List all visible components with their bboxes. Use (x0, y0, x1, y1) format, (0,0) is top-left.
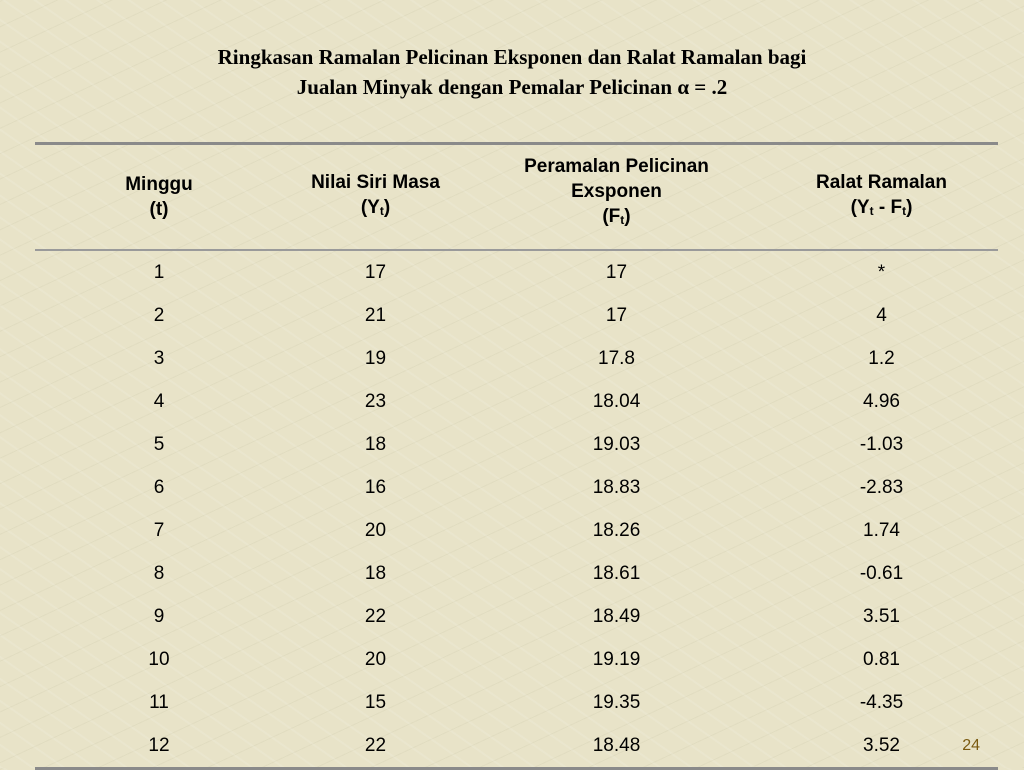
peramalan-cell: 18.48 (468, 724, 765, 769)
nilai-cell: 18 (364, 433, 387, 455)
title-line-1: Ringkasan Ramalan Pelicinan Eksponen dan Ralat Ramalan bagi (217, 45, 807, 69)
table-row (35, 681, 998, 724)
title-line-2: Jualan Minyak dengan Pemalar Pelicinan α = .2 (296, 75, 728, 99)
table-row (35, 595, 998, 638)
page-number: 24 (962, 737, 980, 754)
peramalan-cell: 18.49 (592, 605, 641, 627)
nilai-cell: 21 (364, 304, 387, 326)
header-peramalan (468, 144, 765, 251)
minggu-cell: 5 (153, 433, 165, 455)
nilai-cell: 20 (364, 519, 387, 541)
peramalan-cell: 18.83 (592, 476, 641, 498)
peramalan-cell: 17.8 (598, 347, 635, 369)
ralat-cell: * (877, 261, 886, 283)
peramalan-cell: 18.04 (592, 390, 641, 412)
peramalan-cell: 17 (605, 261, 628, 283)
table-body (35, 250, 998, 769)
ralat-cell: 1.2 (868, 347, 895, 369)
table-header (35, 144, 998, 251)
header-nilai-line2: $(Y_t)$ (360, 197, 391, 218)
minggu-cell: 1 (153, 261, 165, 283)
forecast-table (35, 142, 998, 770)
header-row (35, 144, 998, 251)
header-nilai-line1: Nilai Siri Masa (311, 172, 440, 193)
minggu-cell: 4 (153, 390, 165, 412)
ralat-cell: -1.03 (859, 433, 904, 455)
header-peramalan-line2: Exsponen (571, 180, 662, 202)
ralat-cell: 3.51 (863, 605, 900, 627)
minggu-cell: 3 (153, 347, 165, 369)
table-row (35, 380, 998, 423)
ralat-cell: -0.61 (859, 562, 904, 584)
nilai-cell: 22 (364, 605, 387, 627)
table-row (35, 509, 998, 552)
peramalan-cell: 19.03 (592, 433, 641, 455)
table-row (35, 423, 998, 466)
nilai-cell: 22 (283, 724, 468, 769)
nilai-cell: 15 (364, 691, 387, 713)
peramalan-cell: 18.61 (592, 562, 641, 584)
peramalan-cell: 17 (605, 304, 628, 326)
table-row (35, 724, 998, 769)
minggu-cell: 11 (149, 691, 169, 713)
peramalan-cell: 18.26 (592, 519, 641, 541)
minggu-cell: 6 (153, 476, 165, 498)
table-row (35, 250, 998, 294)
minggu-cell: 2 (153, 304, 165, 326)
table-row (35, 294, 998, 337)
slide-title (0, 42, 1024, 102)
minggu-cell: 8 (153, 562, 165, 584)
ralat-cell: -4.35 (859, 691, 904, 713)
table-row (35, 638, 998, 681)
ralat-cell: 0.81 (863, 648, 900, 670)
table-row (35, 552, 998, 595)
header-nilai-siri-masa (283, 144, 468, 251)
peramalan-cell: 19.35 (592, 691, 641, 713)
header-ralat-line2: $(Y_t - F_t)$ (850, 197, 913, 218)
nilai-cell: 20 (364, 648, 387, 670)
header-ralat-line1: Ralat Ramalan (816, 172, 947, 193)
header-peramalan-line1: Peramalan Pelicinan (524, 155, 709, 177)
minggu-cell: 7 (153, 519, 165, 541)
ralat-cell: -2.83 (859, 476, 904, 498)
ralat-cell: 1.74 (863, 519, 900, 541)
header-peramalan-line3: $(F_t)$ (602, 205, 631, 227)
peramalan-cell: 19.19 (592, 648, 641, 670)
table-row (35, 466, 998, 509)
ralat-cell: 3.52 (765, 724, 998, 769)
nilai-cell: 17 (364, 261, 387, 283)
nilai-cell: 18 (364, 562, 387, 584)
minggu-cell: 9 (153, 605, 165, 627)
table-row (35, 337, 998, 380)
nilai-cell: 16 (364, 476, 387, 498)
minggu-cell: 12 (35, 724, 283, 769)
nilai-cell: 19 (364, 347, 387, 369)
header-minggu (35, 144, 283, 251)
header-minggu-line1: Minggu (125, 174, 193, 195)
header-ralat-ramalan (765, 144, 998, 251)
nilai-cell: 23 (364, 390, 387, 412)
minggu-cell: 10 (148, 648, 170, 670)
ralat-cell: 4.96 (863, 390, 900, 412)
ralat-cell: 4 (876, 304, 887, 326)
header-minggu-line2: (t) (149, 199, 169, 220)
